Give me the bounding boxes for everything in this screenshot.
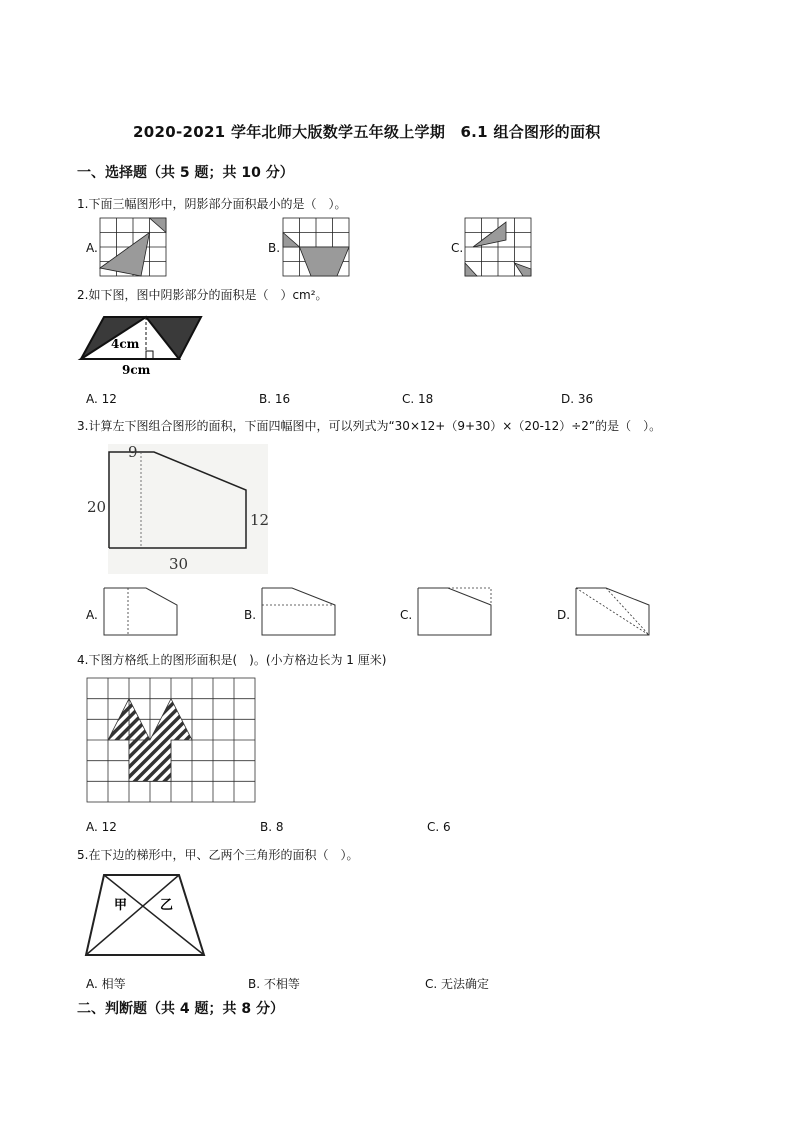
page-title: 2020-2021 学年北师大版数学五年级上学期 6.1 组合图形的面积 — [133, 123, 601, 141]
q2-base-label: 9cm — [122, 363, 151, 377]
q1-option-c-label[interactable]: C. — [451, 241, 464, 255]
q5-label-jia: 甲 — [114, 898, 128, 913]
q5-diagonal-1 — [104, 875, 204, 955]
q3-label-right: 12 — [250, 511, 270, 529]
q3-label-top: 9 — [128, 443, 138, 461]
q5-diagonal-2 — [86, 875, 179, 955]
q5-label-yi: 乙 — [160, 898, 174, 913]
q3-option-c-figure — [418, 588, 492, 636]
question-1-text: 1.下面三幅图形中，阴影部分面积最小的是（ ）。 — [77, 197, 347, 211]
q3-option-d-label[interactable]: D. — [557, 608, 571, 622]
q2-option-d[interactable]: D. 36 — [561, 392, 594, 406]
q5-option-a[interactable]: A. 相等 — [86, 977, 126, 991]
q3-label-bottom: 30 — [169, 555, 189, 573]
q3-option-b-figure — [262, 588, 336, 636]
q1-c-corner-triangle-left — [465, 263, 477, 276]
q1-a-corner-triangle — [150, 218, 167, 233]
q5-option-c[interactable]: C. 无法确定 — [425, 977, 490, 991]
question-5-text: 5.在下边的梯形中，甲、乙两个三角形的面积（ ）。 — [77, 848, 359, 862]
q1-option-b-label[interactable]: B. — [268, 241, 281, 255]
q5-option-b[interactable]: B. 不相等 — [248, 977, 300, 991]
section-heading-choice: 一、选择题（共 5 题；共 10 分） — [77, 165, 294, 181]
q1-b-shaded-trapezoid — [300, 247, 350, 276]
q2-option-c[interactable]: C. 18 — [402, 392, 434, 406]
question-2-text: 2.如下图，图中阴影部分的面积是（ ）cm²。 — [77, 288, 328, 302]
q2-parallelogram-figure — [80, 315, 202, 377]
q4-grid-figure — [87, 678, 255, 802]
q4-option-b[interactable]: B. 8 — [260, 820, 284, 834]
q2-height-label: 4cm — [111, 337, 140, 351]
q1-c-corner-triangle-right — [515, 263, 532, 276]
q2-option-a[interactable]: A. 12 — [86, 392, 117, 406]
q1-grid-c-figure — [465, 218, 531, 276]
q2-option-b[interactable]: B. 16 — [259, 392, 291, 406]
q3-label-left: 20 — [87, 498, 107, 516]
q1-b-corner-triangle — [283, 233, 300, 248]
q3-option-b-label[interactable]: B. — [244, 608, 257, 622]
q3-option-c-label[interactable]: C. — [400, 608, 413, 622]
q1-grid-b-figure — [283, 218, 349, 276]
q3-option-d-figure — [576, 588, 650, 636]
q1-grid-a-figure — [100, 218, 166, 276]
q1-option-a-label[interactable]: A. — [86, 241, 98, 255]
q3-option-a-label[interactable]: A. — [86, 608, 98, 622]
q5-trapezoid-figure — [84, 872, 208, 958]
q3-option-a-figure — [104, 588, 178, 636]
section-heading-judgement: 二、判断题（共 4 题；共 8 分） — [77, 1001, 284, 1017]
q4-right-arrow-shape — [129, 699, 192, 782]
q4-option-a[interactable]: A. 12 — [86, 820, 117, 834]
q3-composite-figure — [84, 442, 274, 577]
question-4-text: 4.下图方格纸上的图形面积是( )。(小方格边长为 1 厘米) — [77, 653, 387, 667]
question-3-text: 3.计算左下图组合图形的面积，下面四幅图中，可以列式为“30×12+（9+30）×（20-12）÷2”的是（ ）。 — [77, 419, 662, 433]
q1-a-shaded-triangle — [100, 233, 150, 277]
q4-option-c[interactable]: C. 6 — [427, 820, 451, 834]
q1-c-shaded-triangle — [473, 222, 506, 247]
q5-trapezoid — [86, 875, 204, 955]
